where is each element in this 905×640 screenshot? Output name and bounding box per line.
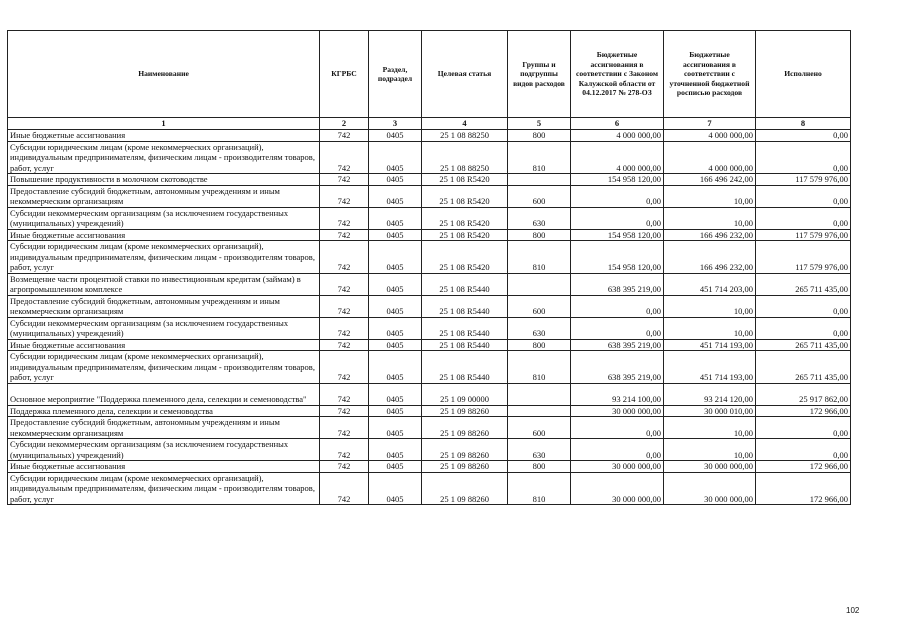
row-kgrbs-cell: 742: [320, 405, 369, 417]
table-row: [8, 130, 851, 142]
row-refined-amount-cell: 10,00: [664, 185, 756, 207]
row-law-amount-cell: 0,00: [571, 207, 664, 229]
table-row: [8, 241, 851, 274]
col-number: 1: [8, 118, 320, 130]
row-target-cell: 25 1 09 88260: [422, 439, 508, 461]
row-section-cell: 0405: [369, 273, 422, 295]
row-executed-amount-cell: 0,00: [756, 317, 851, 339]
row-name-cell: Иные бюджетные ассигнования: [8, 339, 320, 351]
row-kgrbs-cell: 742: [320, 383, 369, 405]
col-number: 2: [320, 118, 369, 130]
row-kgrbs-cell: 742: [320, 207, 369, 229]
row-group-cell: 800: [508, 461, 571, 473]
table-row: [8, 461, 851, 473]
row-section-cell: 0405: [369, 339, 422, 351]
row-group-cell: 810: [508, 141, 571, 174]
row-name-cell: Предоставление субсидий бюджетным, автономным учреждениям и иным некоммерческим организациям: [8, 295, 320, 317]
row-group-cell: 630: [508, 439, 571, 461]
row-law-amount-cell: 0,00: [571, 417, 664, 439]
row-target-cell: 25 1 08 R5440: [422, 339, 508, 351]
col-number: 3: [369, 118, 422, 130]
row-executed-amount-cell: 0,00: [756, 295, 851, 317]
row-target-cell: 25 1 08 R5440: [422, 273, 508, 295]
row-kgrbs-cell: 742: [320, 317, 369, 339]
page-number: 102: [846, 606, 860, 615]
row-law-amount-cell: 4 000 000,00: [571, 130, 664, 142]
row-group-cell: [508, 273, 571, 295]
row-executed-amount-cell: 0,00: [756, 141, 851, 174]
header-row: [8, 31, 851, 118]
row-name-cell: Предоставление субсидий бюджетным, автономным учреждениям и иным некоммерческим организациям: [8, 417, 320, 439]
row-group-cell: 600: [508, 295, 571, 317]
row-executed-amount-cell: 0,00: [756, 417, 851, 439]
col-number: 8: [756, 118, 851, 130]
row-kgrbs-cell: 742: [320, 439, 369, 461]
row-law-amount-cell: 154 958 120,00: [571, 174, 664, 186]
row-section-cell: 0405: [369, 174, 422, 186]
row-target-cell: 25 1 08 R5420: [422, 185, 508, 207]
row-executed-amount-cell: 265 711 435,00: [756, 339, 851, 351]
row-name-cell: Субсидии некоммерческим организациям (за исключением государственных (муниципальных) учреждений): [8, 439, 320, 461]
row-name-cell: Повышение продуктивности в молочном скотоводстве: [8, 174, 320, 186]
row-kgrbs-cell: 742: [320, 339, 369, 351]
row-target-cell: 25 1 08 R5420: [422, 207, 508, 229]
row-section-cell: 0405: [369, 417, 422, 439]
row-name-cell: Основное мероприятие "Поддержка племенного дела, селекции и семеноводства": [8, 383, 320, 405]
row-kgrbs-cell: 742: [320, 295, 369, 317]
row-target-cell: 25 1 08 R5420: [422, 174, 508, 186]
header-groups: Группы и подгруппы видов расходов: [508, 31, 571, 118]
row-section-cell: 0405: [369, 317, 422, 339]
row-name-cell: Возмещение части процентной ставки по инвестиционным кредитам (займам) в агропромышленном комплексе: [8, 273, 320, 295]
header-kgrbs: КГРБС: [320, 31, 369, 118]
row-refined-amount-cell: 451 714 193,00: [664, 351, 756, 384]
row-law-amount-cell: 154 958 120,00: [571, 229, 664, 241]
row-target-cell: 25 1 09 00000: [422, 383, 508, 405]
row-group-cell: 800: [508, 229, 571, 241]
row-law-amount-cell: 0,00: [571, 439, 664, 461]
row-section-cell: 0405: [369, 141, 422, 174]
col-number: 4: [422, 118, 508, 130]
row-law-amount-cell: 154 958 120,00: [571, 241, 664, 274]
table-row: [8, 273, 851, 295]
table-row: [8, 185, 851, 207]
row-group-cell: 810: [508, 241, 571, 274]
row-executed-amount-cell: 265 711 435,00: [756, 273, 851, 295]
row-kgrbs-cell: 742: [320, 185, 369, 207]
table-row: [8, 207, 851, 229]
row-group-cell: [508, 174, 571, 186]
header-executed: Исполнено: [756, 31, 851, 118]
row-refined-amount-cell: 166 496 232,00: [664, 229, 756, 241]
row-name-cell: Субсидии некоммерческим организациям (за исключением государственных (муниципальных) учреждений): [8, 207, 320, 229]
row-refined-amount-cell: 451 714 193,00: [664, 339, 756, 351]
table-row: [8, 383, 851, 405]
row-executed-amount-cell: 172 966,00: [756, 405, 851, 417]
row-law-amount-cell: 93 214 100,00: [571, 383, 664, 405]
row-target-cell: 25 1 08 88250: [422, 141, 508, 174]
column-number-row: [8, 118, 851, 130]
row-name-cell: Субсидии некоммерческим организациям (за исключением государственных (муниципальных) учреждений): [8, 317, 320, 339]
row-refined-amount-cell: 30 000 000,00: [664, 472, 756, 505]
row-refined-amount-cell: 10,00: [664, 317, 756, 339]
row-section-cell: 0405: [369, 351, 422, 384]
row-target-cell: 25 1 08 R5440: [422, 317, 508, 339]
row-law-amount-cell: 638 395 219,00: [571, 273, 664, 295]
row-name-cell: Субсидии юридическим лицам (кроме некоммерческих организаций), индивидуальным предпринимателям, физическим лицам - производителям товаров, работ, услуг: [8, 472, 320, 505]
row-target-cell: 25 1 08 R5440: [422, 351, 508, 384]
row-target-cell: 25 1 08 88250: [422, 130, 508, 142]
table-row: [8, 295, 851, 317]
row-group-cell: [508, 383, 571, 405]
table-row: [8, 417, 851, 439]
row-group-cell: [508, 405, 571, 417]
row-name-cell: Иные бюджетные ассигнования: [8, 461, 320, 473]
row-executed-amount-cell: 0,00: [756, 185, 851, 207]
row-refined-amount-cell: 10,00: [664, 295, 756, 317]
row-section-cell: 0405: [369, 241, 422, 274]
header-name: Наименование: [8, 31, 320, 118]
row-section-cell: 0405: [369, 461, 422, 473]
row-executed-amount-cell: 25 917 862,00: [756, 383, 851, 405]
row-section-cell: 0405: [369, 405, 422, 417]
row-target-cell: 25 1 09 88260: [422, 405, 508, 417]
row-law-amount-cell: 30 000 000,00: [571, 461, 664, 473]
row-kgrbs-cell: 742: [320, 174, 369, 186]
row-section-cell: 0405: [369, 229, 422, 241]
row-executed-amount-cell: 0,00: [756, 130, 851, 142]
row-name-cell: Субсидии юридическим лицам (кроме некоммерческих организаций), индивидуальным предпринимателям, физическим лицам - производителям товаров, работ, услуг: [8, 141, 320, 174]
row-group-cell: 600: [508, 417, 571, 439]
row-section-cell: 0405: [369, 185, 422, 207]
row-refined-amount-cell: 30 000 000,00: [664, 461, 756, 473]
row-group-cell: 600: [508, 185, 571, 207]
row-kgrbs-cell: 742: [320, 461, 369, 473]
row-executed-amount-cell: 117 579 976,00: [756, 174, 851, 186]
table-row: [8, 351, 851, 384]
row-kgrbs-cell: 742: [320, 229, 369, 241]
row-executed-amount-cell: 0,00: [756, 439, 851, 461]
row-target-cell: 25 1 09 88260: [422, 461, 508, 473]
row-kgrbs-cell: 742: [320, 273, 369, 295]
row-law-amount-cell: 30 000 000,00: [571, 405, 664, 417]
row-executed-amount-cell: 0,00: [756, 207, 851, 229]
row-name-cell: Иные бюджетные ассигнования: [8, 229, 320, 241]
header-law-assignments: Бюджетные ассигнования в соответствии с Законом Калужской области от 04.12.2017 № 278-ОЗ: [571, 31, 664, 118]
row-refined-amount-cell: 10,00: [664, 417, 756, 439]
col-number: 5: [508, 118, 571, 130]
row-target-cell: 25 1 09 88260: [422, 472, 508, 505]
row-refined-amount-cell: 4 000 000,00: [664, 141, 756, 174]
table-row: [8, 317, 851, 339]
table-body: [8, 130, 851, 505]
row-name-cell: Иные бюджетные ассигнования: [8, 130, 320, 142]
row-kgrbs-cell: 742: [320, 472, 369, 505]
row-name-cell: Предоставление субсидий бюджетным, автономным учреждениям и иным некоммерческим организациям: [8, 185, 320, 207]
budget-table: [7, 30, 851, 505]
row-target-cell: 25 1 08 R5440: [422, 295, 508, 317]
row-law-amount-cell: 0,00: [571, 185, 664, 207]
table-row: [8, 174, 851, 186]
row-section-cell: 0405: [369, 295, 422, 317]
row-target-cell: 25 1 08 R5420: [422, 229, 508, 241]
table-row: [8, 405, 851, 417]
row-group-cell: 800: [508, 339, 571, 351]
row-refined-amount-cell: 10,00: [664, 439, 756, 461]
row-target-cell: 25 1 08 R5420: [422, 241, 508, 274]
row-kgrbs-cell: 742: [320, 241, 369, 274]
row-refined-amount-cell: 30 000 010,00: [664, 405, 756, 417]
row-refined-amount-cell: 166 496 232,00: [664, 241, 756, 274]
row-executed-amount-cell: 117 579 976,00: [756, 241, 851, 274]
row-refined-amount-cell: 93 214 120,00: [664, 383, 756, 405]
header-refined-assignments: Бюджетные ассигнования в соответствии с уточненной бюджетной росписью расходов: [664, 31, 756, 118]
row-section-cell: 0405: [369, 472, 422, 505]
row-name-cell: Поддержка племенного дела, селекции и семеноводства: [8, 405, 320, 417]
row-law-amount-cell: 4 000 000,00: [571, 141, 664, 174]
table-row: [8, 472, 851, 505]
row-group-cell: 630: [508, 317, 571, 339]
row-kgrbs-cell: 742: [320, 417, 369, 439]
row-group-cell: 810: [508, 472, 571, 505]
col-number: 6: [571, 118, 664, 130]
row-kgrbs-cell: 742: [320, 351, 369, 384]
col-number: 7: [664, 118, 756, 130]
row-refined-amount-cell: 4 000 000,00: [664, 130, 756, 142]
row-name-cell: Субсидии юридическим лицам (кроме некоммерческих организаций), индивидуальным предпринимателям, физическим лицам - производителям товаров, работ, услуг: [8, 351, 320, 384]
row-group-cell: 630: [508, 207, 571, 229]
row-executed-amount-cell: 117 579 976,00: [756, 229, 851, 241]
row-executed-amount-cell: 265 711 435,00: [756, 351, 851, 384]
row-group-cell: 800: [508, 130, 571, 142]
row-kgrbs-cell: 742: [320, 141, 369, 174]
row-section-cell: 0405: [369, 439, 422, 461]
header-section: Раздел, подраздел: [369, 31, 422, 118]
row-law-amount-cell: 0,00: [571, 295, 664, 317]
table-row: [8, 339, 851, 351]
row-section-cell: 0405: [369, 207, 422, 229]
row-law-amount-cell: 638 395 219,00: [571, 339, 664, 351]
row-section-cell: 0405: [369, 130, 422, 142]
table-row: [8, 229, 851, 241]
row-executed-amount-cell: 172 966,00: [756, 461, 851, 473]
table-row: [8, 439, 851, 461]
row-name-cell: Субсидии юридическим лицам (кроме некоммерческих организаций), индивидуальным предпринимателям, физическим лицам - производителям товаров, работ, услуг: [8, 241, 320, 274]
row-executed-amount-cell: 172 966,00: [756, 472, 851, 505]
row-kgrbs-cell: 742: [320, 130, 369, 142]
row-target-cell: 25 1 09 88260: [422, 417, 508, 439]
table-row: [8, 141, 851, 174]
row-law-amount-cell: 638 395 219,00: [571, 351, 664, 384]
row-law-amount-cell: 0,00: [571, 317, 664, 339]
row-refined-amount-cell: 10,00: [664, 207, 756, 229]
row-refined-amount-cell: 166 496 242,00: [664, 174, 756, 186]
row-refined-amount-cell: 451 714 203,00: [664, 273, 756, 295]
row-section-cell: 0405: [369, 383, 422, 405]
row-law-amount-cell: 30 000 000,00: [571, 472, 664, 505]
header-target: Целевая статья: [422, 31, 508, 118]
row-group-cell: 810: [508, 351, 571, 384]
